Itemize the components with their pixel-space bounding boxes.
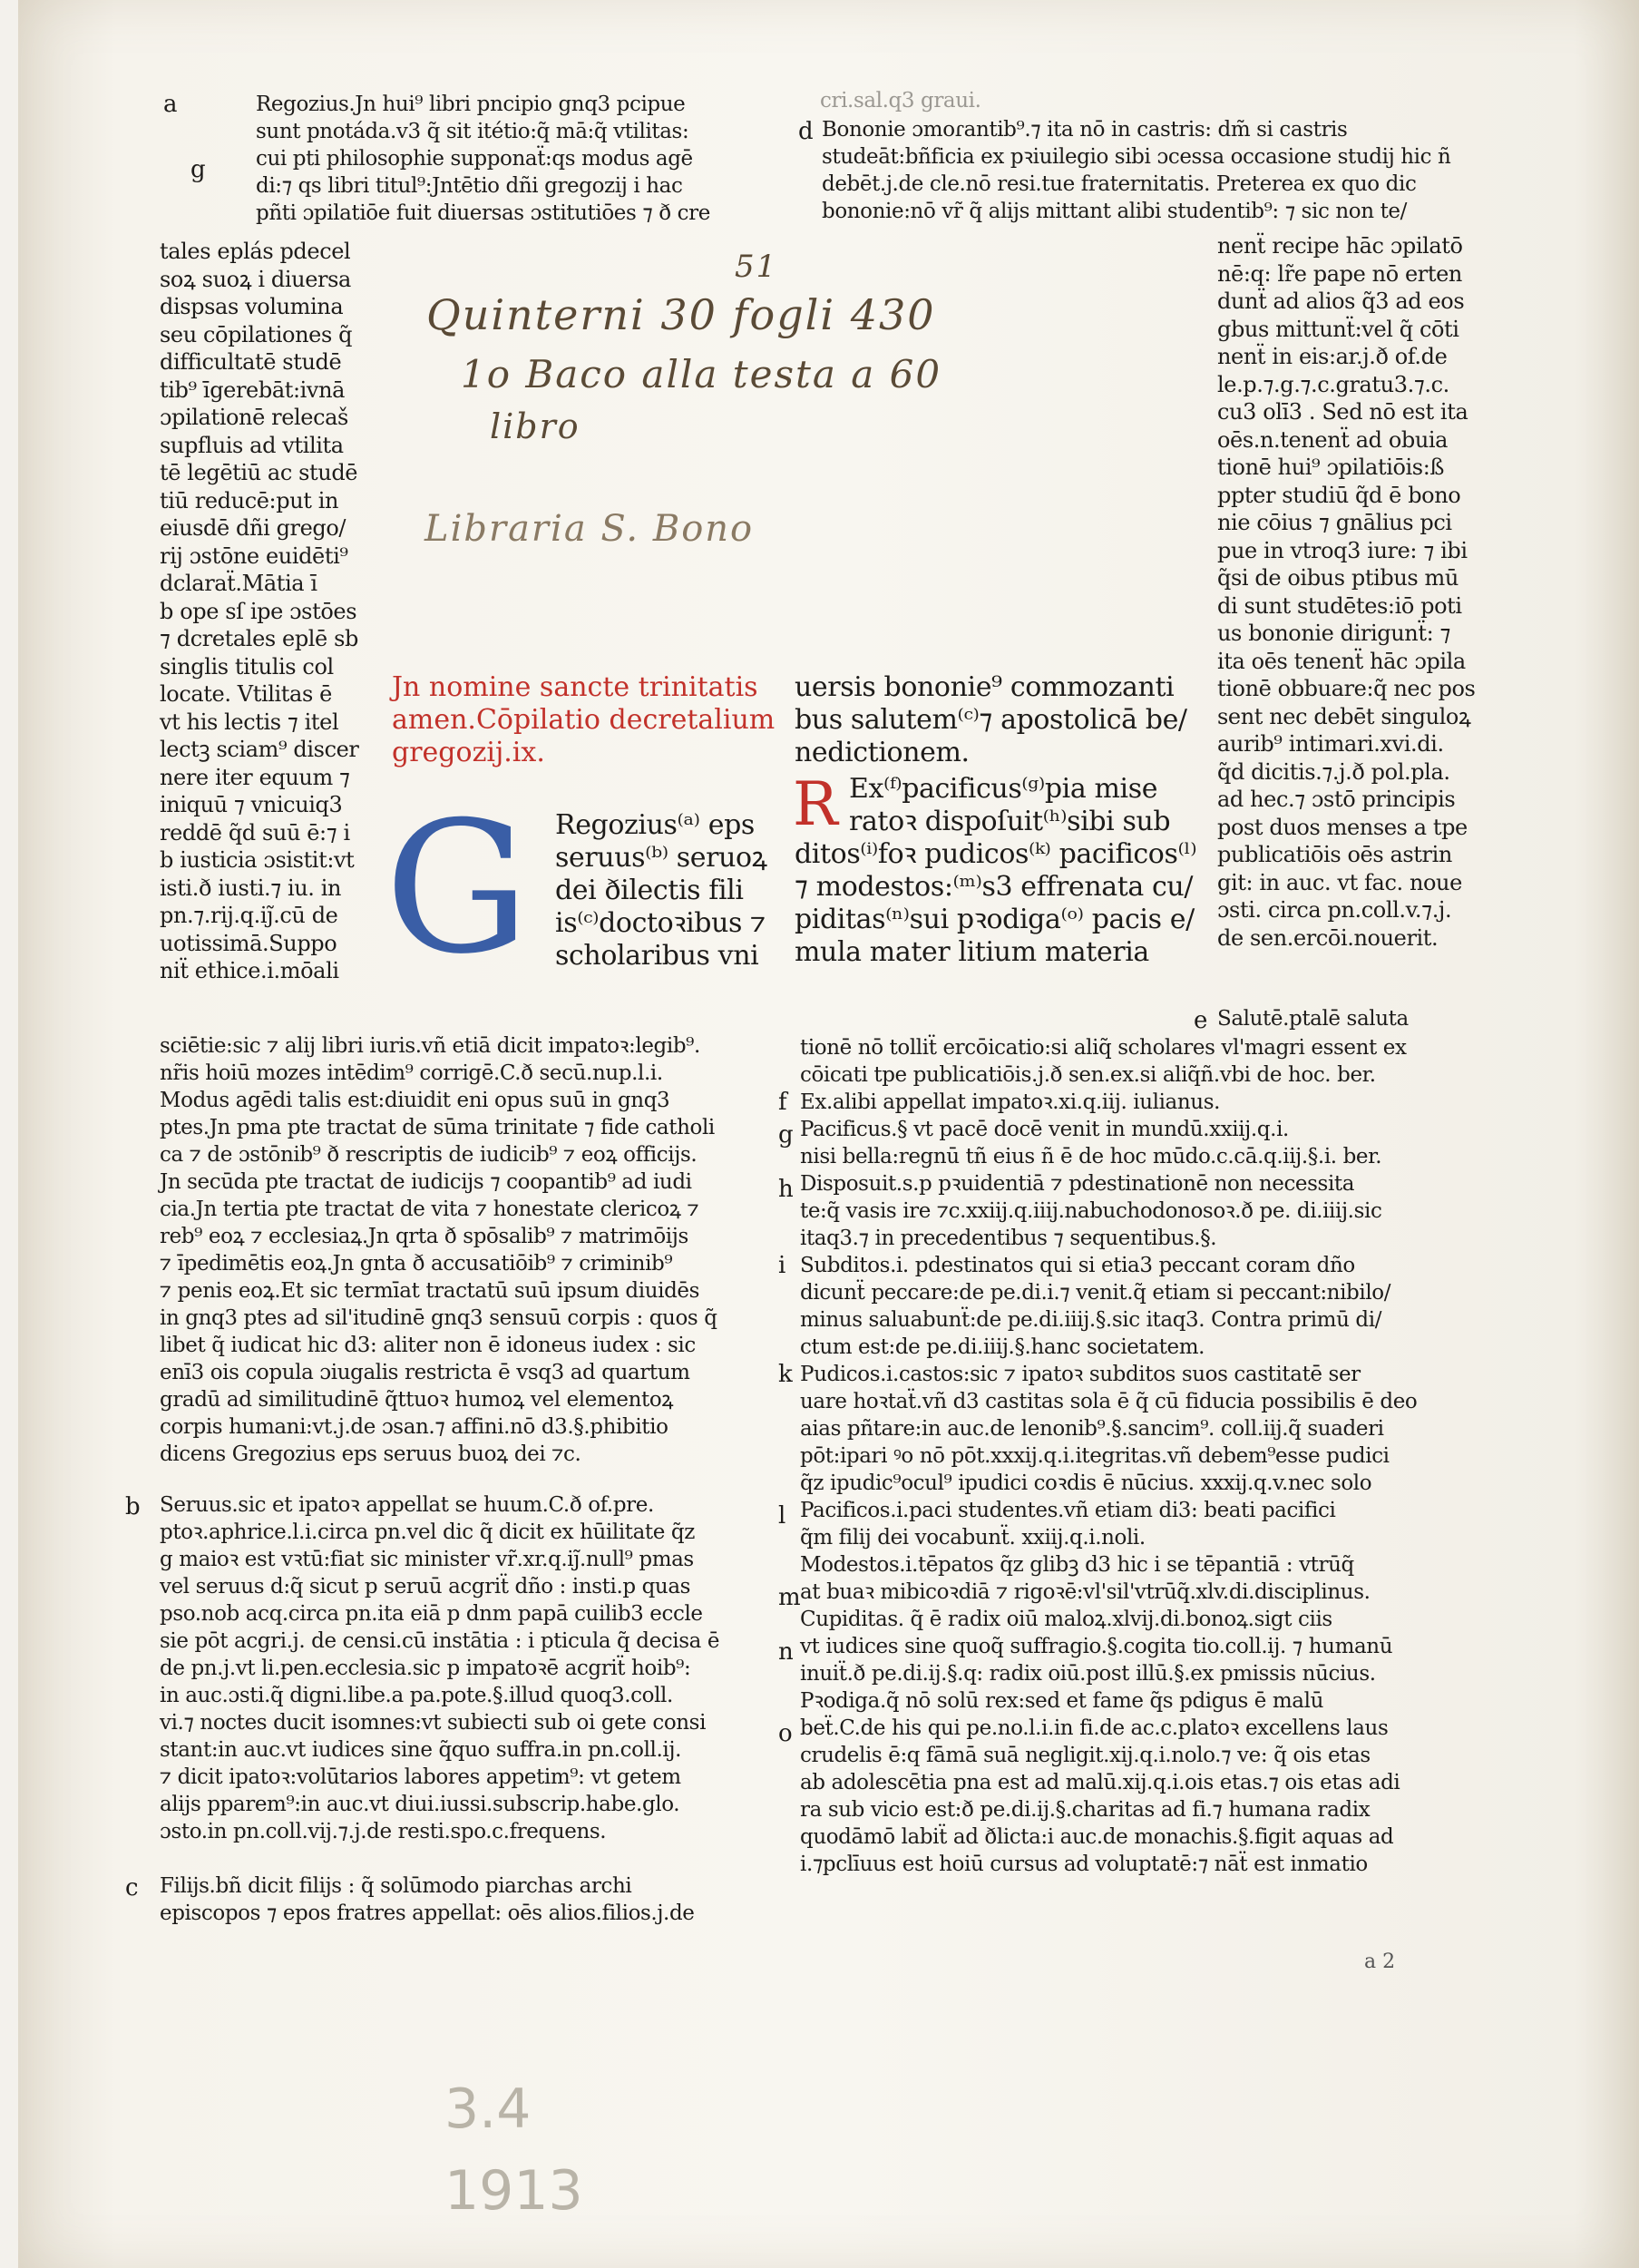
gloss-line: studeāt:bñficia ex pꝛiuilegio sibi ɔcessa occasione studij hic ñ — [822, 145, 1451, 169]
gloss-line: te:q̃ vasis ire ⁊c.xxiij.q.iiij.nabuchodonosoꝛ.ð pe. di.iiij.sic — [800, 1199, 1382, 1223]
gloss-line: le.p.⁊.g.⁊.c.gratu3.⁊.c. — [1217, 371, 1449, 397]
main-line: bus salutem⁽ᶜ⁾⁊ apostolicā be/ — [795, 704, 1187, 736]
gloss-line: Subditos.i. pdestinatos qui si etia3 peccant coram dño — [800, 1254, 1355, 1277]
gloss-line: g maioꝛ est vꝛtū:fiat sic minister vr̃.xr.q.ij̃.null⁹ pmas — [160, 1548, 694, 1571]
red-initial-r: R — [793, 769, 838, 839]
gloss-line: sunt pnotáda.v3 q̃ sit itétio:q̃ mā:q̃ vtilitas: — [256, 120, 689, 143]
gloss-left-c — [160, 1872, 695, 1927]
gloss-line: reddē q̃d suū ē:⁊ i — [160, 819, 350, 846]
gloss-line: rij ɔstōne euidēti⁹ — [160, 543, 348, 569]
gloss-line: singlis titulis col — [160, 653, 334, 679]
gloss-line: nie cōius ⁊ gnālius pci — [1217, 510, 1452, 535]
gloss-line: ab adolescētia pna est ad malū.xij.q.i.ois etas.⁊ ois etas adi — [800, 1771, 1400, 1794]
gloss-line: episcopos ⁊ epos fratres appellat: oēs alios.filios.j.de — [160, 1901, 695, 1925]
page-sheet — [18, 0, 1639, 2268]
gloss-line: sent nec debēt singuloꝝ — [1217, 703, 1471, 729]
gloss-line: niẗ ethice.i.mōali — [160, 958, 339, 983]
main-text-gregorius — [555, 809, 767, 973]
margin-letter-k: k — [778, 1361, 793, 1388]
gloss-line: enī3 ois copula ɔiugalis restricta ē vsq3 ad quartum — [160, 1361, 690, 1384]
gloss-line: debēt.j.de cle.nō resi.tue fraternitatis. Preterea ex quo dic — [822, 172, 1417, 196]
gloss-line: Regozius.Jn hui⁹ libri pncipio gnq3 pcipue — [256, 93, 686, 116]
gloss-line: pñti ɔpilatiōe fuit diuersas ɔstitutiōes ⁊ ð cre — [256, 201, 710, 225]
handwritten-note-line3: libro — [490, 406, 580, 446]
gloss-line: nisi bella:regnū tñ eius ñ ē de hoc mūdo.c.cā.q.iij.§.i. ber. — [800, 1145, 1382, 1168]
gloss-line: ⁊ penis eoꝝ.Et sic termīat tractatū suū ipsum diuidēs — [160, 1279, 700, 1303]
gloss-line: locate. Vtilitas ē — [160, 681, 332, 707]
gloss-line: git: in auc. vt fac. noue — [1217, 869, 1462, 895]
gloss-line: ⁊ dcretales eplē sb — [160, 626, 358, 651]
gloss-line: tē legētiū ac studē — [160, 460, 358, 485]
gloss-line: de sen.ercōi.nouerit. — [1217, 924, 1439, 951]
gloss-line: pso.nob acq.circa pn.ita eiā p dnm papā cuilib3 eccle — [160, 1602, 703, 1626]
margin-letter-c: c — [125, 1874, 139, 1901]
gloss-line: nenẗ in eis:ar.j.ð of.de — [1217, 344, 1448, 369]
gloss-left-narrow — [160, 238, 358, 985]
gloss-line: nere iter equum ⁊ — [160, 764, 350, 790]
gloss-line: ra sub vicio est:ð pe.di.ij.§.charitas ad fi.⁊ humana radix — [800, 1798, 1371, 1822]
margin-letter-i: i — [778, 1252, 786, 1279]
gloss-line: q̃z ipudic⁹ocul⁹ ipudici coꝛdis ē nūcius. xxxij.q.v.nec solo — [800, 1471, 1372, 1495]
handwritten-note-line1 — [426, 249, 936, 339]
gloss-line: gbus mittunẗ:vel q̃ cōti — [1217, 316, 1459, 342]
gloss-line: Pacificus.§ vt pacē docē venit in mundū.xxiij.q.i. — [800, 1118, 1289, 1141]
main-line: seruus⁽ᵇ⁾ seruoꝝ — [555, 842, 767, 874]
gloss-line: dicunẗ peccare:de pe.di.i.⁊ venit.q̃ etiam si peccant:nibilo/ — [800, 1281, 1391, 1305]
gloss-line: dclaraẗ.Mātia ī — [160, 571, 317, 596]
gloss-line: pue in vtroq3 iure: ⁊ ibi — [1217, 537, 1468, 563]
gloss-line: vi.⁊ noctes ducit isomnes:vt subiecti sub oi gete consi — [160, 1711, 707, 1735]
gloss-line: tionē nō tolliẗ ercōicatio:si aliq̃ scholares vl'magri essent ex — [800, 1036, 1407, 1060]
gloss-line: Pudicos.i.castos:sic ⁊ ipatoꝛ subditos suos castitatē ser — [800, 1363, 1361, 1386]
gloss-line: tiū reducē:put in — [160, 487, 339, 513]
main-line: Ex⁽ᶠ⁾pacificus⁽ᵍ⁾pia mise — [849, 773, 1158, 805]
main-line: ⁊ modestos:⁽ᵐ⁾s3 effrenata cu/ — [795, 871, 1194, 903]
gloss-line: us bononie dirigunẗ: ⁊ — [1217, 621, 1451, 646]
main-text-dedication — [795, 671, 1187, 769]
main-line: dei ðilectis fili — [555, 875, 744, 906]
gloss-line: nenẗ recipe hāc ɔpilatō — [1217, 233, 1463, 259]
gloss-line: b ope sſ ipe ɔstōes — [160, 598, 357, 624]
gloss-line: q̃d dicitis.⁊.j.ð pol.pla. — [1217, 758, 1450, 785]
main-line: ditos⁽ⁱ⁾foꝛ pudicos⁽ᵏ⁾ pacificos⁽ˡ⁾ — [795, 838, 1197, 870]
gloss-line: gradū ad similitudinē q̃ttuoꝛ humoꝝ vel elementoꝝ — [160, 1388, 674, 1412]
gloss-line: sie pōt acgri.j. de censi.cū instātia : i pticula q̃ decisa ē — [160, 1629, 720, 1653]
gloss-line: ⁊ dicit ipatoꝛ:volūtarios labores appetim⁹: vt getem — [160, 1765, 681, 1789]
gloss-line: Disposuit.s.p pꝛuidentiā ⁊ pdestinationē non necessita — [800, 1172, 1355, 1196]
gloss-right-narrow — [1217, 232, 1475, 952]
gloss-line: corpis humani:vt.j.de ɔsan.⁊ affini.nō d3.§.phibitio — [160, 1415, 668, 1439]
gloss-line: Cupiditas. q̃ ē radix oiū maloꝝ.xlvij.di.bonoꝝ.sigt ciis — [800, 1608, 1332, 1631]
gloss-line: Ex.alibi appellat impatoꝛ.xi.q.iij. iulianus. — [800, 1090, 1221, 1114]
gloss-line: ⁊ īpedimētis eoꝝ.Jn gnta ð accusatiōib⁹ ⁊ criminib⁹ — [160, 1252, 673, 1276]
gloss-line: eiusdē dñi grego/ — [160, 515, 346, 541]
gloss-line: di sunt studētes:iō poti — [1217, 592, 1462, 619]
gloss-line: Bononie ɔmoɾantib⁹.⁊ ita nō in castris: dm̃ si castris — [822, 118, 1348, 142]
margin-letter-b: b — [125, 1493, 141, 1520]
margin-letter-d: d — [798, 118, 814, 145]
gloss-line: ad hec.⁊ ɔstō principis — [1217, 787, 1456, 812]
gloss-line: ctum est:de pe.di.iiij.§.hanc societatem. — [800, 1335, 1205, 1359]
gloss-line: aias pñtare:in auc.de lenonib⁹.§.sancim⁹. coll.iij.q̃ suaderi — [800, 1417, 1384, 1441]
gloss-line: tionē obbuare:q̃ nec pos — [1217, 676, 1476, 701]
gloss-line: ptoꝛ.aphrice.l.i.circa pn.vel dic q̃ dicit ex hūilitate q̃z — [160, 1520, 695, 1544]
gloss-line: cu3 olī3 . Sed nō est ita — [1217, 399, 1468, 425]
gloss-line: alijs pparem⁹:in auc.vt diui.iussi.subscrip.habe.glo. — [160, 1793, 680, 1816]
gloss-line: cui pti philosophie supponaẗ:qs modus agē — [256, 147, 693, 171]
main-line: scholaribus vni — [555, 940, 759, 972]
fragment-line: cri.sal.q3 graui. — [820, 89, 981, 112]
gloss-line: uare hoꝛtaẗ.vñ d3 castitas sola ē q̃ cū fiducia possibilis ē deo — [800, 1390, 1418, 1413]
gloss-line: dunẗ ad alios q̃3 ad eos — [1217, 288, 1465, 314]
gloss-line: stant:in auc.vt iudices sine q̃quo suffra.in pn.coll.ij. — [160, 1738, 682, 1762]
rubric-line: gregozij.ix. — [392, 737, 545, 768]
hand-line1-sup: 51 — [735, 249, 778, 285]
gloss-line: nē:q: lr̃e pape nō erten — [1217, 260, 1462, 287]
gloss-line: in auc.ɔsti.q̃ digni.libe.a pa.pote.§.illud quoq3.coll. — [160, 1684, 673, 1707]
gloss-line: publicatiōis oēs astrin — [1217, 842, 1452, 867]
main-line: is⁽ᶜ⁾doctoꝛibus ⁊ — [555, 907, 766, 939]
gloss-line: post duos menses a tpe — [1217, 814, 1468, 840]
gloss-line: ptes.Jn pma pte tractat de sūma trinitate ⁊ fide catholi — [160, 1116, 715, 1139]
running-fragment — [820, 87, 981, 114]
gloss-line: at buaꝛ mibicoꝛdiā ⁊ rigoꝛē:vl'sil'vtrūq̃.xlv.di.disciplinus. — [800, 1580, 1371, 1604]
margin-letter-m: m — [778, 1584, 801, 1611]
gloss-line: seu cōpilationes q̃ — [160, 321, 353, 347]
margin-letter-e: e — [1194, 1007, 1208, 1034]
gloss-line: itaq3.⁊ in precedentibus ⁊ sequentibus.§. — [800, 1227, 1217, 1250]
gloss-line: soꝝ suoꝝ i diuersa — [160, 266, 351, 292]
gloss-line: minus saluabunẗ:de pe.di.iiij.§.sic itaq3. Contra primū di/ — [800, 1308, 1382, 1332]
blue-initial-g: G — [385, 783, 530, 994]
gloss-right-wide — [800, 1034, 1417, 1878]
gloss-line: lectꝫ sciam⁹ discer — [160, 737, 359, 762]
gloss-line: Filijs.bñ dicit filijs : q̃ solūmodo piarchas archi — [160, 1874, 632, 1898]
gloss-left-wide — [160, 1032, 717, 1468]
gloss-line: ɔsti. circa pn.coll.v.⁊.j. — [1217, 897, 1452, 923]
gloss-right-e — [1217, 1005, 1409, 1032]
gloss-line: pōt:ipari ꝰo nō pōt.xxxij.q.i.itegritas.vñ debem⁹esse pudici — [800, 1444, 1390, 1468]
gloss-line: ɔpilationē relecaš — [160, 405, 348, 430]
gloss-line: uotissimā.Suppo — [160, 930, 337, 956]
gloss-line: vel seruus d:q̃ sicut p seruū acgriẗ dño : insti.p quas — [160, 1575, 691, 1598]
gloss-line: sciētie:sic ⁊ alij libri iuris.vñ etiā dicit impatoꝛ:legib⁹. — [160, 1034, 700, 1058]
pencil-mark: 1913 — [444, 2159, 583, 2223]
margin-letter-f: f — [778, 1089, 787, 1116]
gloss-line: inuiẗ.ð pe.di.ij.§.q: radix oiū.post illū.§.ex pmissis nūcius. — [800, 1662, 1376, 1686]
margin-letter-a: a — [163, 91, 178, 118]
handwritten-note-line2: 1o Baco alla testa a 60 — [461, 352, 942, 396]
gloss-line: q̃si de oibus ptibus mū — [1217, 565, 1459, 591]
gloss-line: cōicati tpe publicatiōis.j.ð sen.ex.si aliq̃ñ.vbi de hoc. ber. — [800, 1063, 1376, 1087]
gloss-line: difficultatē studē — [160, 349, 342, 375]
gloss-line: tib⁹ īgerebāt:ivnā — [160, 376, 346, 403]
gloss-line: nr̃is hoiū mozes intēdim⁹ corrigē.C.ð secū.nup.l.i. — [160, 1061, 663, 1085]
hand-line1-text: Quinterni 30 fogli 430 — [426, 290, 936, 339]
rubric-line: amen.Cōpilatio decretalium — [392, 704, 776, 736]
gloss-line: dispsas volumina — [160, 294, 344, 319]
gloss-line: in gnq3 ptes ad sil'itudinē gnq3 sensuū corpis : quos q̃ — [160, 1306, 717, 1330]
gloss-line: Salutē.ptalē saluta — [1217, 1007, 1409, 1031]
main-line: nedictionem. — [795, 737, 970, 768]
gloss-line: i.⁊pclīuus est hoiū cursus ad voluptatē:⁊ nāẗ est inmatio — [800, 1853, 1368, 1876]
main-line: uersis bononie⁹ commozanti — [795, 671, 1175, 703]
gloss-line: Jn secūda pte tractat de iudicijs ⁊ coopantib⁹ ad iudi — [160, 1170, 692, 1194]
gloss-line: b iusticia ɔsistit:vt — [160, 847, 355, 873]
gloss-line: Modus agēdi talis est:diuidit eni opus suū in gnq3 — [160, 1089, 670, 1112]
gloss-line: Seruus.sic et ipatoꝛ appellat se huum.C.ð of.pre. — [160, 1493, 654, 1517]
gloss-line: di:⁊ qs libri titul⁹:Jntētio dñi gregozij i hac — [256, 174, 683, 198]
margin-letter-h: h — [778, 1176, 794, 1203]
rubric-line: Jn nomine sancte trinitatis — [392, 671, 758, 703]
gloss-line: dicens Gregozius eps seruus buoꝝ dei ⁊c. — [160, 1442, 581, 1466]
gloss-line: cia.Jn tertia pte tractat de vita ⁊ honestate clericoꝝ ⁊ — [160, 1198, 699, 1221]
gloss-line: ɔsto.in pn.coll.vij.⁊.j.de resti.spo.c.frequens. — [160, 1820, 607, 1843]
main-line: piditas⁽ⁿ⁾sui pꝛodiga⁽ᵒ⁾ pacis e/ — [795, 904, 1195, 935]
pencil-mark: 3.4 — [444, 2077, 532, 2141]
rubric-heading — [392, 671, 775, 769]
gloss-right-top — [822, 116, 1450, 225]
gloss-line: q̃m filij dei vocabunẗ. xxiij.q.i.noli. — [800, 1526, 1146, 1549]
gloss-line: quodāmō labiẗ ad ðlicta:i auc.de monachis.§.figit aquas ad — [800, 1825, 1394, 1849]
gloss-line: aurib⁹ intimari.xvi.di. — [1217, 731, 1444, 757]
gloss-line: tionē hui⁹ ɔpilatiōis:ß — [1217, 455, 1445, 480]
gloss-line: de pn.j.vt li.pen.ecclesia.sic p impatoꝛē acgriẗ hoib⁹: — [160, 1657, 691, 1680]
gloss-left-b — [160, 1491, 719, 1845]
gloss-line: tales eplás pdecel — [160, 239, 351, 264]
margin-letter-g: g — [190, 156, 206, 183]
gloss-line: vt iudices sine quoq̃ suffragio.§.cogita tio.coll.ij. ⁊ humanū — [800, 1635, 1393, 1658]
margin-letter-o: o — [778, 1720, 793, 1747]
gloss-line: Pꝛodiga.q̃ nō solū rex:sed et fame q̃s pdigus ē malū — [800, 1689, 1323, 1713]
gloss-line: libet q̃ iudicat hic d3: aliter non ē idoneus iudex : sic — [160, 1334, 696, 1357]
gloss-line: ca ⁊ de ɔstōnib⁹ ð rescriptis de iudicib⁹ ⁊ eoꝝ officijs. — [160, 1143, 698, 1167]
gloss-line: supfluis ad vtilita — [160, 432, 344, 458]
gloss-line: reb⁹ eoꝝ ⁊ ecclesiaꝝ.Jn qrta ð spōsalib⁹ ⁊ matrimōijs — [160, 1225, 688, 1248]
gloss-line: isti.ð iusti.⁊ iu. in — [160, 875, 342, 901]
gloss-line: beẗ.C.de his qui pe.no.l.i.in fi.de ac.c.platoꝛ excellens laus — [800, 1716, 1389, 1740]
gloss-line: Modestos.i.tēpatos q̃z glibꝫ d3 hic i se tēpantiā : vtrūq̃ — [800, 1553, 1354, 1577]
gloss-line: Pacificos.i.paci studentes.vñ etiam di3: beati pacifici — [800, 1499, 1336, 1522]
main-line: ratoꝛ dispoſuit⁽ʰ⁾sibi sub — [849, 806, 1171, 837]
gloss-line: ita oēs tenenẗ hāc ɔpila — [1217, 648, 1466, 674]
gloss-line: bononie:nō vr̃ q̃ alijs mittant alibi studentib⁹: ⁊ sic non te/ — [822, 200, 1407, 223]
gloss-line: ppter studiū q̃d ē bono — [1217, 482, 1461, 508]
main-line: Regozius⁽ᵃ⁾ eps — [555, 809, 755, 841]
gloss-line: crudelis ē:q fāmā suā negligit.xij.q.i.nolo.⁊ ve: q̃ ois etas — [800, 1744, 1371, 1767]
main-line: mula mater litium materia — [795, 936, 1149, 968]
gloss-line: iniquū ⁊ vnicuiq3 — [160, 792, 343, 817]
main-text-rex — [793, 769, 1197, 969]
gloss-top — [256, 91, 710, 227]
gloss-line: pn.⁊.rij.q.ij̃.cū de — [160, 903, 338, 928]
signature-mark: a 2 — [1364, 1950, 1396, 1973]
margin-letter-g2: g — [778, 1121, 794, 1149]
margin-letter-l: l — [778, 1502, 786, 1530]
handwritten-ownership-note: Libraria S. Bono — [424, 508, 755, 550]
gloss-line: oēs.n.tenenẗ ad obuia — [1217, 426, 1449, 453]
margin-letter-n: n — [778, 1638, 794, 1666]
gloss-line: vt his lectis ⁊ itel — [160, 709, 339, 735]
